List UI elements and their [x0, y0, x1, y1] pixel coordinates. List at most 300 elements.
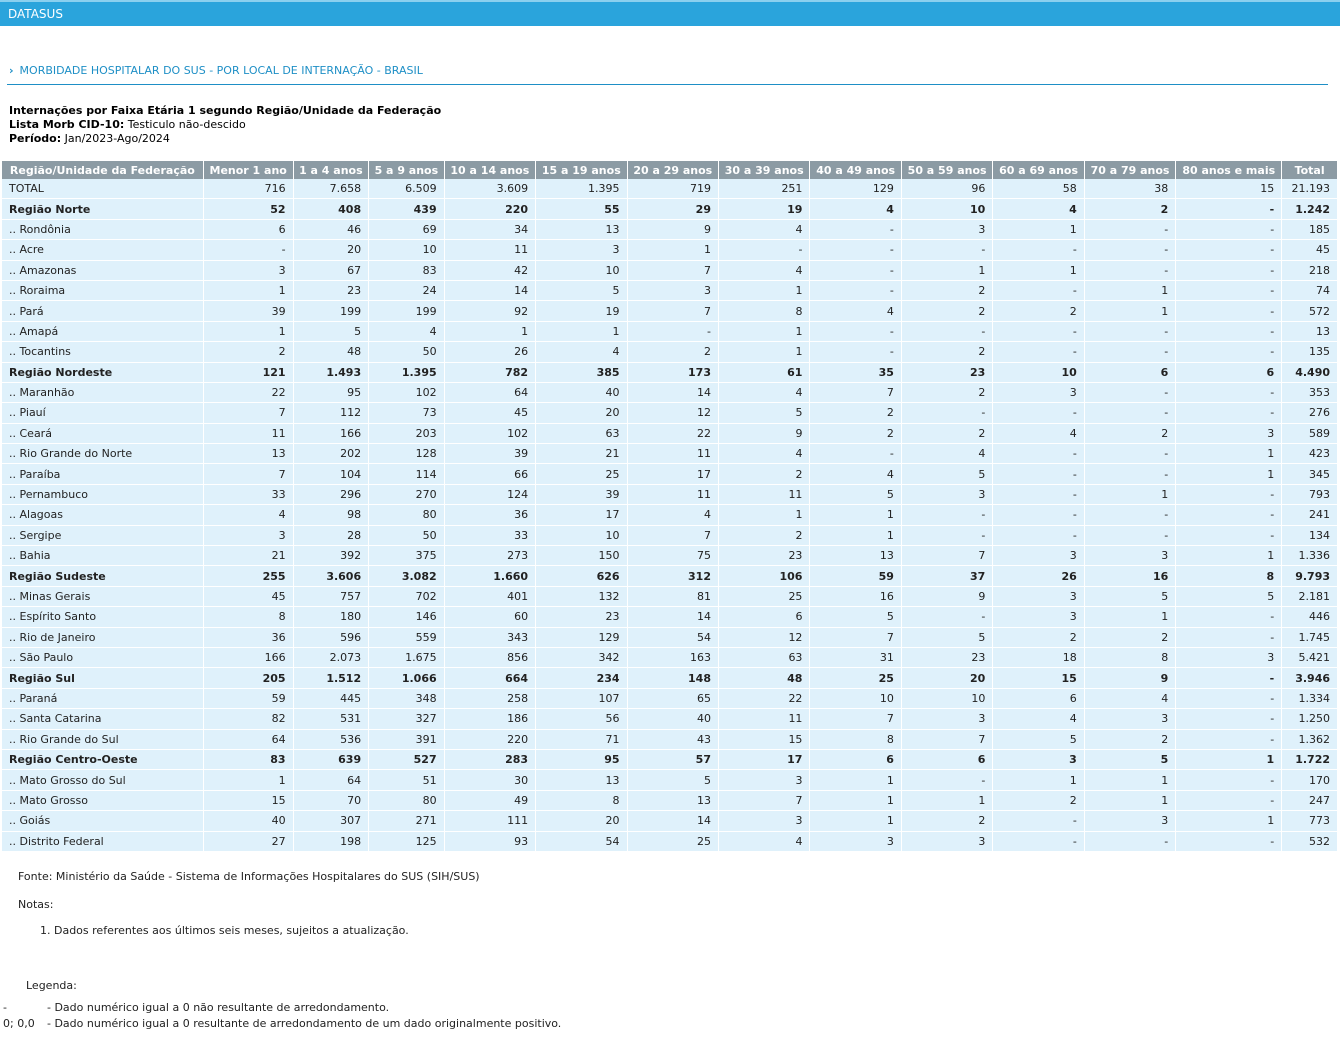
value-cell: 3: [1084, 811, 1175, 831]
column-header: Região/Unidade da Federação: [2, 161, 203, 179]
legend-symbol: -: [3, 1001, 7, 1014]
value-cell: 166: [203, 647, 293, 667]
value-cell: 439: [369, 199, 445, 219]
row-label-cell: Região Norte: [2, 199, 203, 219]
value-cell: 57: [627, 749, 718, 769]
value-cell: -: [1176, 770, 1282, 790]
value-cell: 4: [993, 199, 1084, 219]
table-row: [2, 403, 1338, 423]
value-cell: 185: [1282, 219, 1338, 239]
value-cell: 1: [1084, 607, 1175, 627]
value-cell: -: [1176, 668, 1282, 688]
value-cell: 716: [203, 179, 293, 199]
info-line-1: Internações por Faixa Etária 1 segundo Região/Unidade da Federação: [9, 104, 442, 117]
value-cell: 247: [1282, 790, 1338, 810]
value-cell: 67: [293, 260, 369, 280]
value-cell: -: [1084, 464, 1175, 484]
page-header: [0, 26, 1340, 86]
value-cell: 23: [901, 647, 992, 667]
value-cell: 2: [901, 280, 992, 300]
value-cell: -: [1176, 240, 1282, 260]
table-row: [2, 321, 1338, 341]
value-cell: -: [627, 321, 718, 341]
value-cell: 391: [369, 729, 445, 749]
value-cell: 17: [536, 505, 627, 525]
value-cell: 45: [203, 586, 293, 606]
value-cell: 125: [369, 831, 445, 851]
value-cell: 296: [293, 484, 369, 504]
value-cell: 234: [536, 668, 627, 688]
legend-text: - Dado numérico igual a 0 resultante de arredondamento de um dado originalmente positivo.: [47, 1017, 562, 1030]
value-cell: 5: [293, 321, 369, 341]
value-cell: 146: [369, 607, 445, 627]
value-cell: 1: [444, 321, 535, 341]
column-header: 30 a 39 anos: [718, 161, 809, 179]
value-cell: -: [901, 770, 992, 790]
value-cell: 9: [627, 219, 718, 239]
value-cell: 1: [810, 525, 901, 545]
value-cell: 186: [444, 709, 535, 729]
value-cell: 4: [718, 260, 809, 280]
value-cell: 2: [1084, 627, 1175, 647]
table-row: [2, 811, 1338, 831]
value-cell: 757: [293, 586, 369, 606]
value-cell: -: [1176, 382, 1282, 402]
column-header: Menor 1 ano: [203, 161, 293, 179]
value-cell: 150: [536, 546, 627, 566]
value-cell: 3: [203, 260, 293, 280]
title-divider: [7, 84, 1328, 85]
value-cell: -: [993, 525, 1084, 545]
value-cell: 1: [203, 280, 293, 300]
value-cell: 4: [718, 382, 809, 402]
value-cell: 45: [444, 403, 535, 423]
value-cell: 22: [627, 423, 718, 443]
value-cell: 5: [627, 770, 718, 790]
value-cell: 3: [1176, 423, 1282, 443]
value-cell: 3: [718, 811, 809, 831]
value-cell: 1: [718, 280, 809, 300]
value-cell: -: [993, 444, 1084, 464]
value-cell: 10: [536, 260, 627, 280]
value-cell: 13: [627, 790, 718, 810]
value-cell: 20: [293, 240, 369, 260]
value-cell: 26: [444, 342, 535, 362]
row-label-cell: .. Pernambuco: [2, 484, 203, 504]
row-label-cell: .. Tocantins: [2, 342, 203, 362]
value-cell: 255: [203, 566, 293, 586]
row-label-cell: Região Nordeste: [2, 362, 203, 382]
value-cell: 4: [993, 423, 1084, 443]
value-cell: 5.421: [1282, 647, 1338, 667]
value-cell: 83: [369, 260, 445, 280]
value-cell: 1: [627, 240, 718, 260]
value-cell: 1: [1176, 749, 1282, 769]
value-cell: 10: [901, 199, 992, 219]
value-cell: -: [1176, 199, 1282, 219]
value-cell: 1: [1084, 280, 1175, 300]
value-cell: 375: [369, 546, 445, 566]
value-cell: 1: [993, 260, 1084, 280]
value-cell: 11: [718, 484, 809, 504]
value-cell: 132: [536, 586, 627, 606]
value-cell: 39: [444, 444, 535, 464]
value-cell: 9: [718, 423, 809, 443]
column-header: 1 a 4 anos: [293, 161, 369, 179]
table-row: [2, 301, 1338, 321]
column-header: Total: [1282, 161, 1338, 179]
value-cell: 4: [810, 464, 901, 484]
value-cell: 40: [203, 811, 293, 831]
value-cell: 11: [203, 423, 293, 443]
value-cell: 7: [718, 790, 809, 810]
value-cell: 33: [203, 484, 293, 504]
value-cell: 92: [444, 301, 535, 321]
value-cell: 664: [444, 668, 535, 688]
value-cell: -: [993, 321, 1084, 341]
value-cell: 6: [718, 607, 809, 627]
value-cell: -: [810, 219, 901, 239]
row-label-cell: .. São Paulo: [2, 647, 203, 667]
value-cell: 25: [536, 464, 627, 484]
legend-item: [3, 1017, 561, 1030]
value-cell: 21: [203, 546, 293, 566]
value-cell: -: [1176, 505, 1282, 525]
value-cell: 111: [444, 811, 535, 831]
value-cell: 6: [1084, 362, 1175, 382]
value-cell: 2: [810, 423, 901, 443]
value-cell: -: [1084, 382, 1175, 402]
value-cell: 2: [901, 423, 992, 443]
value-cell: 639: [293, 749, 369, 769]
row-label-cell: .. Mato Grosso do Sul: [2, 770, 203, 790]
value-cell: 1: [1176, 464, 1282, 484]
value-cell: -: [901, 505, 992, 525]
value-cell: 1: [1176, 546, 1282, 566]
value-cell: 4: [369, 321, 445, 341]
value-cell: -: [810, 280, 901, 300]
value-cell: 5: [536, 280, 627, 300]
value-cell: -: [1176, 688, 1282, 708]
value-cell: 1.512: [293, 668, 369, 688]
value-cell: 3: [993, 607, 1084, 627]
value-cell: 46: [293, 219, 369, 239]
value-cell: 2: [203, 342, 293, 362]
row-label-cell: .. Minas Gerais: [2, 586, 203, 606]
value-cell: 220: [444, 199, 535, 219]
value-cell: -: [1176, 484, 1282, 504]
value-cell: 536: [293, 729, 369, 749]
value-cell: 1: [718, 342, 809, 362]
value-cell: 202: [293, 444, 369, 464]
value-cell: 445: [293, 688, 369, 708]
value-cell: 401: [444, 586, 535, 606]
value-cell: -: [1176, 831, 1282, 851]
value-cell: 61: [718, 362, 809, 382]
value-cell: -: [1176, 260, 1282, 280]
value-cell: 2: [718, 525, 809, 545]
value-cell: 342: [536, 647, 627, 667]
value-cell: 11: [627, 484, 718, 504]
table-row: [2, 647, 1338, 667]
value-cell: 64: [203, 729, 293, 749]
value-cell: 1: [810, 811, 901, 831]
value-cell: 23: [901, 362, 992, 382]
value-cell: 163: [627, 647, 718, 667]
table-row: [2, 627, 1338, 647]
value-cell: 13: [203, 444, 293, 464]
value-cell: 71: [536, 729, 627, 749]
value-cell: 4: [1084, 688, 1175, 708]
value-cell: 1.395: [369, 362, 445, 382]
value-cell: 11: [718, 709, 809, 729]
value-cell: 63: [718, 647, 809, 667]
row-label-cell: .. Amazonas: [2, 260, 203, 280]
value-cell: 3: [627, 280, 718, 300]
value-cell: -: [1084, 219, 1175, 239]
table-row: [2, 342, 1338, 362]
value-cell: -: [901, 240, 992, 260]
value-cell: 15: [718, 729, 809, 749]
value-cell: 8: [718, 301, 809, 321]
value-cell: 276: [1282, 403, 1338, 423]
value-cell: 74: [1282, 280, 1338, 300]
value-cell: 30: [444, 770, 535, 790]
value-cell: 83: [203, 749, 293, 769]
value-cell: 273: [444, 546, 535, 566]
value-cell: 1.336: [1282, 546, 1338, 566]
value-cell: 1.675: [369, 647, 445, 667]
value-cell: 10: [901, 688, 992, 708]
source-note: Fonte: Ministério da Saúde - Sistema de Informações Hospitalares do SUS (SIH/SUS): [18, 870, 480, 883]
value-cell: 2: [993, 301, 1084, 321]
value-cell: 7: [203, 403, 293, 423]
value-cell: 4: [718, 831, 809, 851]
value-cell: 15: [993, 668, 1084, 688]
value-cell: 3.606: [293, 566, 369, 586]
value-cell: 1.362: [1282, 729, 1338, 749]
legend-item: [3, 1001, 389, 1014]
table-row: [2, 260, 1338, 280]
value-cell: 1.745: [1282, 627, 1338, 647]
value-cell: 6: [1176, 362, 1282, 382]
value-cell: 96: [901, 179, 992, 199]
value-cell: 2: [627, 342, 718, 362]
value-cell: -: [993, 811, 1084, 831]
value-cell: -: [1176, 219, 1282, 239]
value-cell: -: [1176, 729, 1282, 749]
value-cell: 48: [718, 668, 809, 688]
value-cell: 7: [627, 301, 718, 321]
row-label-cell: .. Rondônia: [2, 219, 203, 239]
value-cell: 1: [993, 770, 1084, 790]
row-label-cell: .. Amapá: [2, 321, 203, 341]
value-cell: 36: [444, 505, 535, 525]
value-cell: -: [1176, 790, 1282, 810]
value-cell: 54: [536, 831, 627, 851]
value-cell: 129: [536, 627, 627, 647]
value-cell: 5: [901, 464, 992, 484]
info-line-2-value: Testiculo não-descido: [127, 118, 246, 131]
value-cell: 129: [810, 179, 901, 199]
value-cell: 8: [1176, 566, 1282, 586]
value-cell: 3.609: [444, 179, 535, 199]
value-cell: -: [810, 342, 901, 362]
info-line-3-value: Jan/2023-Ago/2024: [64, 132, 170, 145]
table-row: [2, 729, 1338, 749]
value-cell: 4: [993, 709, 1084, 729]
value-cell: 37: [901, 566, 992, 586]
value-cell: 3: [993, 749, 1084, 769]
value-cell: 22: [203, 382, 293, 402]
value-cell: 2: [993, 790, 1084, 810]
value-cell: 25: [718, 586, 809, 606]
value-cell: 40: [536, 382, 627, 402]
value-cell: 17: [627, 464, 718, 484]
value-cell: 1.660: [444, 566, 535, 586]
value-cell: 1.250: [1282, 709, 1338, 729]
value-cell: 42: [444, 260, 535, 280]
legend-label: Legenda:: [26, 979, 77, 992]
value-cell: 270: [369, 484, 445, 504]
value-cell: 50: [369, 342, 445, 362]
value-cell: 199: [293, 301, 369, 321]
value-cell: 95: [536, 749, 627, 769]
value-cell: -: [1084, 260, 1175, 280]
value-cell: 307: [293, 811, 369, 831]
value-cell: 63: [536, 423, 627, 443]
value-cell: 5: [993, 729, 1084, 749]
value-cell: 22: [718, 688, 809, 708]
value-cell: 170: [1282, 770, 1338, 790]
value-cell: 15: [203, 790, 293, 810]
page-title-text: MORBIDADE HOSPITALAR DO SUS - POR LOCAL DE INTERNAÇÃO - BRASIL: [19, 64, 423, 77]
value-cell: -: [810, 240, 901, 260]
value-cell: 12: [627, 403, 718, 423]
value-cell: 9: [1084, 668, 1175, 688]
value-cell: -: [901, 403, 992, 423]
value-cell: 23: [293, 280, 369, 300]
value-cell: 2.181: [1282, 586, 1338, 606]
value-cell: 134: [1282, 525, 1338, 545]
page-title: [9, 64, 423, 77]
value-cell: 10: [369, 240, 445, 260]
value-cell: 70: [293, 790, 369, 810]
value-cell: -: [1084, 342, 1175, 362]
row-label-cell: .. Rio Grande do Norte: [2, 444, 203, 464]
value-cell: 1: [536, 321, 627, 341]
value-cell: 7: [810, 709, 901, 729]
table-row: [2, 566, 1338, 586]
value-cell: -: [993, 505, 1084, 525]
table-row: [2, 586, 1338, 606]
value-cell: 199: [369, 301, 445, 321]
table-row: [2, 525, 1338, 545]
value-cell: 205: [203, 668, 293, 688]
value-cell: 2: [901, 811, 992, 831]
value-cell: 2: [1084, 423, 1175, 443]
row-label-cell: .. Maranhão: [2, 382, 203, 402]
value-cell: 26: [993, 566, 1084, 586]
value-cell: 1.242: [1282, 199, 1338, 219]
value-cell: 4.490: [1282, 362, 1338, 382]
value-cell: 128: [369, 444, 445, 464]
value-cell: 19: [718, 199, 809, 219]
value-cell: 95: [293, 382, 369, 402]
value-cell: 1: [810, 770, 901, 790]
value-cell: 65: [627, 688, 718, 708]
value-cell: 1: [203, 321, 293, 341]
table-row: [2, 484, 1338, 504]
value-cell: 6: [993, 688, 1084, 708]
value-cell: 1: [1084, 301, 1175, 321]
value-cell: 80: [369, 505, 445, 525]
value-cell: 1: [901, 790, 992, 810]
value-cell: 21.193: [1282, 179, 1338, 199]
value-cell: 75: [627, 546, 718, 566]
value-cell: 102: [444, 423, 535, 443]
value-cell: 11: [627, 444, 718, 464]
column-header: 80 anos e mais: [1176, 161, 1282, 179]
value-cell: 446: [1282, 607, 1338, 627]
value-cell: -: [993, 240, 1084, 260]
table-row: [2, 179, 1338, 199]
value-cell: 121: [203, 362, 293, 382]
value-cell: -: [993, 831, 1084, 851]
value-cell: 14: [627, 382, 718, 402]
value-cell: 60: [444, 607, 535, 627]
value-cell: 198: [293, 831, 369, 851]
value-cell: -: [810, 260, 901, 280]
datasus-header-bar: [0, 0, 1340, 26]
value-cell: 33: [444, 525, 535, 545]
value-cell: 12: [718, 627, 809, 647]
value-cell: 2: [810, 403, 901, 423]
value-cell: -: [1084, 403, 1175, 423]
value-cell: 14: [444, 280, 535, 300]
value-cell: 7: [901, 546, 992, 566]
column-header: 10 a 14 anos: [444, 161, 535, 179]
value-cell: -: [1176, 321, 1282, 341]
value-cell: -: [203, 240, 293, 260]
row-label-cell: .. Acre: [2, 240, 203, 260]
row-label-cell: .. Rio de Janeiro: [2, 627, 203, 647]
value-cell: 50: [369, 525, 445, 545]
value-cell: 3: [901, 831, 992, 851]
table-row: [2, 423, 1338, 443]
value-cell: 36: [203, 627, 293, 647]
value-cell: -: [1176, 607, 1282, 627]
value-cell: 19: [536, 301, 627, 321]
query-info: [9, 104, 441, 146]
results-table: [2, 161, 1338, 852]
table-header-row: [2, 161, 1338, 179]
value-cell: 59: [810, 566, 901, 586]
table-row: [2, 362, 1338, 382]
value-cell: 1: [993, 219, 1084, 239]
value-cell: 16: [1084, 566, 1175, 586]
value-cell: 4: [627, 505, 718, 525]
value-cell: 3: [536, 240, 627, 260]
value-cell: 24: [369, 280, 445, 300]
value-cell: 39: [203, 301, 293, 321]
value-cell: 20: [901, 668, 992, 688]
value-cell: 1: [1084, 484, 1175, 504]
value-cell: 35: [810, 362, 901, 382]
value-cell: 98: [293, 505, 369, 525]
value-cell: -: [993, 280, 1084, 300]
value-cell: 106: [718, 566, 809, 586]
